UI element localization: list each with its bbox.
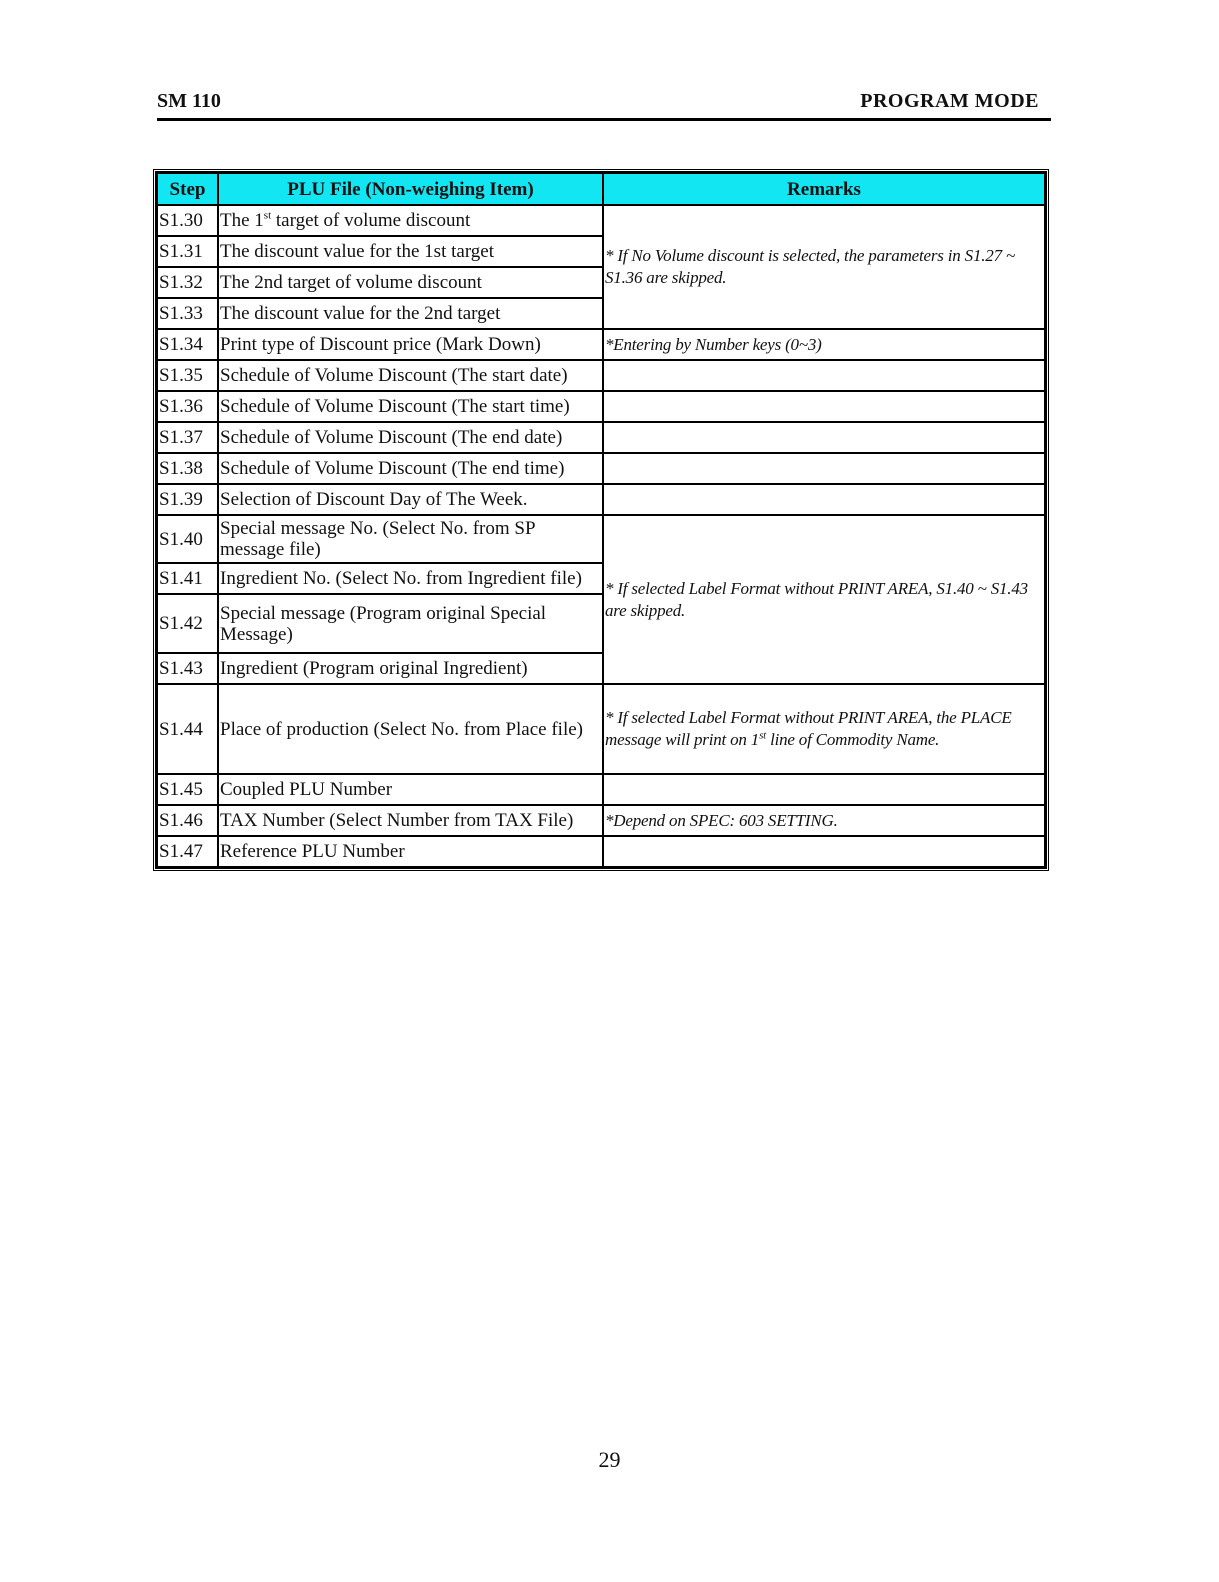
section-title: PROGRAM MODE	[860, 90, 1039, 112]
ordinal-suffix: st	[759, 729, 767, 742]
step-cell: S1.41	[157, 563, 218, 594]
table-row	[157, 805, 1045, 836]
table-row	[157, 360, 1045, 391]
description-cell: Print type of Discount price (Mark Down)	[218, 329, 603, 360]
column-header-step: Step	[157, 173, 218, 205]
remark-cell: * If selected Label Format without PRINT AREA, S1.40 ~ S1.43 are skipped.	[603, 515, 1045, 684]
step-cell: S1.45	[157, 774, 218, 805]
table-row	[157, 205, 1045, 236]
description-cell	[218, 205, 603, 236]
description-cell: Schedule of Volume Discount (The end date)	[218, 422, 603, 453]
description-cell: Selection of Discount Day of The Week.	[218, 484, 603, 515]
step-cell: S1.30	[157, 205, 218, 236]
column-header-remarks: Remarks	[603, 173, 1045, 205]
step-cell: S1.32	[157, 267, 218, 298]
step-cell: S1.37	[157, 422, 218, 453]
table-row	[157, 836, 1045, 867]
step-cell: S1.40	[157, 515, 218, 563]
remark-cell	[603, 684, 1045, 774]
table-row	[157, 422, 1045, 453]
description-cell: Ingredient (Program original Ingredient)	[218, 653, 603, 684]
remark-cell	[603, 836, 1045, 867]
page-number: 29	[598, 1447, 621, 1472]
table-header-row	[157, 173, 1045, 205]
table-row	[157, 391, 1045, 422]
step-cell: S1.33	[157, 298, 218, 329]
remark-cell	[603, 391, 1045, 422]
description-cell: Special message No. (Select No. from SP message file)	[218, 515, 603, 563]
step-cell: S1.35	[157, 360, 218, 391]
plu-table	[156, 172, 1046, 868]
remark-cell	[603, 774, 1045, 805]
description-cell: Schedule of Volume Discount (The start date)	[218, 360, 603, 391]
description-cell: Coupled PLU Number	[218, 774, 603, 805]
step-cell: S1.46	[157, 805, 218, 836]
step-cell: S1.43	[157, 653, 218, 684]
table-row	[157, 453, 1045, 484]
ordinal-suffix: st	[263, 209, 272, 222]
description-text: The 1	[220, 210, 264, 231]
step-cell: S1.31	[157, 236, 218, 267]
description-cell: Schedule of Volume Discount (The end time)	[218, 453, 603, 484]
remark-cell	[603, 453, 1045, 484]
description-cell: Special message (Program original Special Message)	[218, 594, 603, 653]
table-row	[157, 515, 1045, 563]
description-cell: The discount value for the 1st target	[218, 236, 603, 267]
table-row	[157, 484, 1045, 515]
description-cell: The 2nd target of volume discount	[218, 267, 603, 298]
remark-text: * If selected Label Format without PRINT AREA, the PLACE message will print on 1	[605, 708, 1012, 749]
description-cell: TAX Number (Select Number from TAX File)	[218, 805, 603, 836]
description-cell: Reference PLU Number	[218, 836, 603, 867]
description-cell: Place of production (Select No. from Place file)	[218, 684, 603, 774]
plu-file-table	[153, 169, 1049, 871]
step-cell: S1.36	[157, 391, 218, 422]
step-cell: S1.39	[157, 484, 218, 515]
column-header-plu-file: PLU File (Non-weighing Item)	[218, 173, 603, 205]
step-cell: S1.42	[157, 594, 218, 653]
step-cell: S1.47	[157, 836, 218, 867]
remark-text: line of Commodity Name.	[766, 730, 940, 749]
description-cell: Schedule of Volume Discount (The start time)	[218, 391, 603, 422]
step-cell: S1.44	[157, 684, 218, 774]
table-row	[157, 329, 1045, 360]
description-text: target of volume discount	[271, 210, 471, 231]
remark-cell	[603, 360, 1045, 391]
page-header	[157, 90, 1051, 121]
description-cell: The discount value for the 2nd target	[218, 298, 603, 329]
table-row	[157, 774, 1045, 805]
description-cell: Ingredient No. (Select No. from Ingredient file)	[218, 563, 603, 594]
remark-cell: *Depend on SPEC: 603 SETTING.	[603, 805, 1045, 836]
remark-cell: * If No Volume discount is selected, the parameters in S1.27 ~ S1.36 are skipped.	[603, 205, 1045, 329]
model-name: SM 110	[157, 90, 221, 112]
table-row	[157, 684, 1045, 774]
remark-cell	[603, 484, 1045, 515]
remark-cell	[603, 422, 1045, 453]
remark-cell: *Entering by Number keys (0~3)	[603, 329, 1045, 360]
step-cell: S1.34	[157, 329, 218, 360]
step-cell: S1.38	[157, 453, 218, 484]
